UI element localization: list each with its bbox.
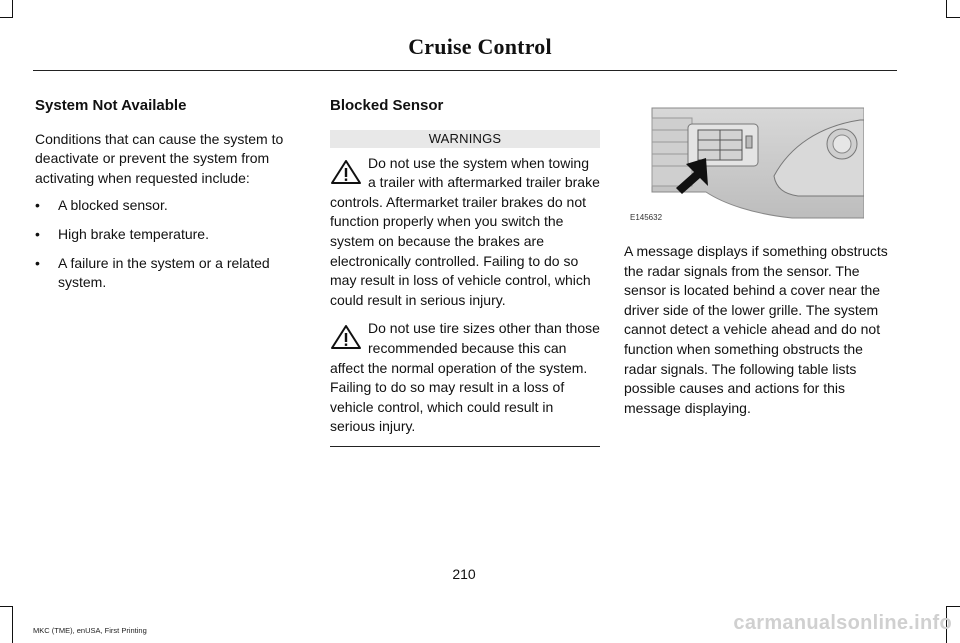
list-item-text: High brake temperature. — [58, 225, 209, 242]
crop-mark-top-left-h — [0, 17, 12, 18]
warning-triangle-icon — [330, 324, 362, 350]
warnings-divider — [330, 446, 600, 447]
crop-mark-top-left-v — [12, 0, 13, 18]
crop-mark-bottom-left-v — [12, 606, 13, 643]
warning-text: Do not use the system when towing a trailer with aftermarked trailer brake controls. Aftermarket trailer brakes do not function properly when you switch the system on because the brakes are electronically controlled. Failing to do so may result in loss of vehicle control, which could result in serious injury. — [330, 154, 600, 308]
crop-mark-top-right-h — [947, 17, 960, 18]
crop-mark-bottom-left-h — [0, 606, 12, 607]
figure-code: E145632 — [630, 213, 663, 223]
warning-block — [330, 319, 600, 437]
site-watermark: carmanualsonline.info — [733, 612, 952, 634]
warning-text: Do not use tire sizes other than those recommended because this can affect the normal operation of the system. Failing to do so may result in a loss of vehicle control, which could result in serious injury. — [330, 320, 600, 435]
list-item — [35, 254, 287, 293]
sensor-location-figure — [624, 96, 864, 232]
section-heading-blocked-sensor: Blocked Sensor — [330, 97, 444, 114]
warning-block — [330, 154, 600, 311]
section-heading-system-not-available: System Not Available — [35, 97, 187, 114]
middle-column — [330, 96, 600, 447]
list-item — [35, 225, 287, 245]
edition-footer: MKC (TME), enUSA, First Printing — [33, 626, 147, 635]
right-column — [624, 96, 896, 426]
title-divider — [33, 70, 897, 71]
crop-mark-bottom-right-h — [947, 606, 960, 607]
list-item-text: A failure in the system or a related system. — [58, 254, 270, 291]
page-number: 210 — [452, 566, 476, 582]
page-title: Cruise Control — [408, 34, 552, 59]
bullet-icon: • — [35, 197, 40, 214]
left-column — [35, 96, 287, 302]
blocked-sensor-description: A message displays if something obstructs the radar signals from the sensor. The sensor is located behind a cover near the driver side of the lower grille. The system cannot detect a vehicle ahead and do not function when something obstructs the radar signals. The following table lists possible causes and actions for this message displaying. — [624, 243, 888, 416]
list-item-text: A blocked sensor. — [58, 197, 168, 214]
bullet-icon: • — [35, 225, 40, 242]
conditions-list — [35, 196, 287, 292]
list-item — [35, 196, 287, 216]
bullet-icon: • — [35, 254, 40, 271]
warnings-header: WARNINGS — [330, 130, 600, 148]
warning-triangle-icon — [330, 159, 362, 185]
intro-paragraph: Conditions that can cause the system to deactivate or prevent the system from activating when requested include: — [35, 130, 284, 186]
crop-mark-top-right-v — [946, 0, 947, 18]
